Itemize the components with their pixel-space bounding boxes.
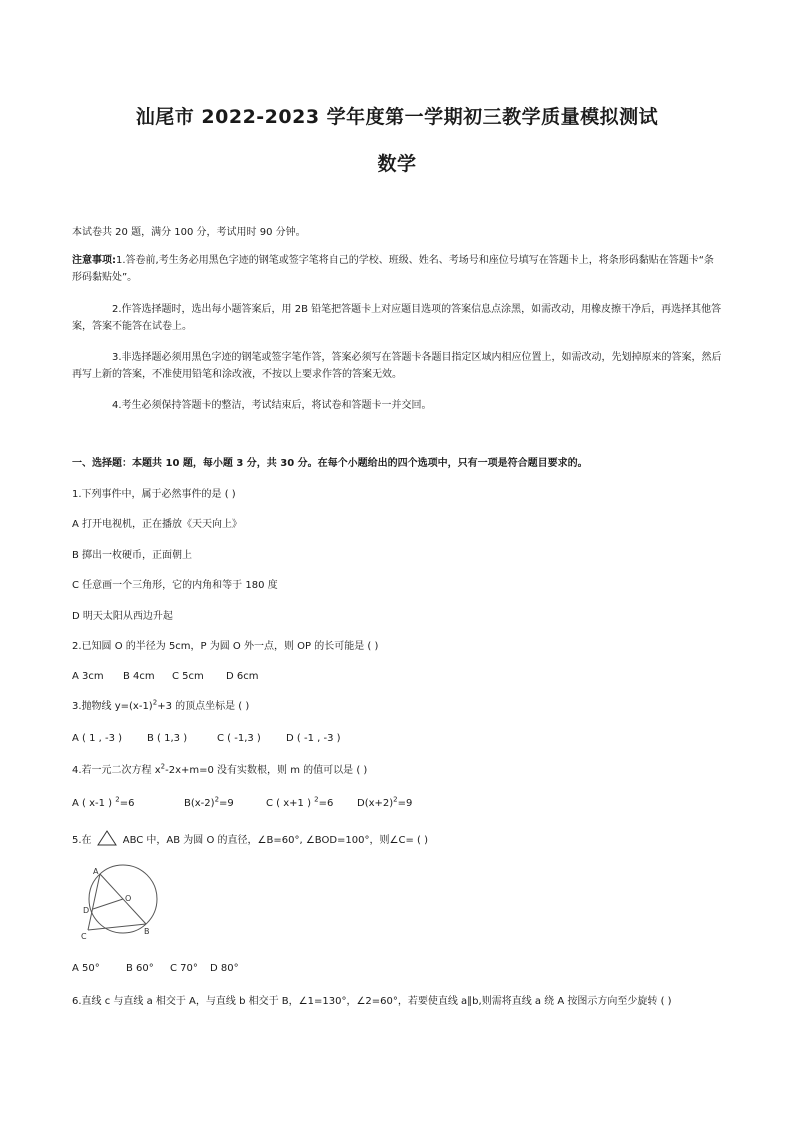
q5-option-d: D 80° [210,963,239,974]
q4-a-pre: A ( x-1 ) [72,798,116,809]
q2-option-a: A 3cm [72,671,104,682]
q2-option-b: B 4cm [123,671,155,682]
q1-option-a: A 打开电视机，正在播放《天天向上》 [72,519,243,530]
question-1: 1.下列事件中，属于必然事件的是 ( ) [72,489,236,500]
q3-option-b: B ( 1,3 ) [147,733,188,744]
q4-option-c [266,795,334,809]
note-3: 3.非选择题必须用黑色字迹的钢笔或签字笔作答，答案必须写在答题卡各题目指定区域内相应位置上，如需改动，先划掉原来的答案，然后 [112,352,722,363]
question-6: 6.直线 c 与直线 a 相交于 A，与直线 b 相交于 B，∠1=130°，∠2=60°，若要使直线 a∥b,则需将直线 a 绕 A 按图示方向至少旋转 ( ) [72,996,672,1007]
q4-stem-post: -2x+m=0 没有实数根，则 m 的值可以是 ( ) [165,765,368,776]
q3-option-a: A ( 1 , -3 ) [72,733,123,744]
q4-a-post: =6 [119,798,135,809]
q3-exponent: 2 [152,698,158,707]
notes-line-1 [72,253,714,269]
note-3-cont: 再写上新的答案，不准使用铅笔和涂改液，不按以上要求作答的答案无效。 [72,369,402,380]
q5-option-b: B 60° [126,963,154,974]
q1-option-c: C 任意画一个三角形，它的内角和等于 180 度 [72,580,278,591]
q4-b-post: =9 [219,798,234,809]
question-5 [72,830,428,849]
q4-b-pre: B(x-2) [184,798,215,809]
exam-title: 汕尾市 2022-2023 学年度第一学期初三教学质量模拟测试 [135,106,659,128]
q4-d-exp: 2 [393,795,398,804]
q3-stem-pre: 3.抛物线 y=(x-1) [72,701,153,712]
label-d: D [83,906,90,915]
q4-c-post: =6 [318,798,334,809]
q4-option-a [72,795,135,809]
q3-option-d: D ( -1 , -3 ) [286,733,341,744]
q3-stem-post: +3 的顶点坐标是 ( ) [157,701,250,712]
question-2: 2.已知圆 O 的半径为 5cm，P 为圆 O 外一点，则 OP 的长可能是 ( ) [72,641,379,652]
subject-title: 数学 [377,153,417,175]
note-4: 4.考生必须保持答题卡的整洁，考试结束后，将试卷和答题卡一并交回。 [112,400,432,411]
question-4 [72,763,367,779]
q4-d-pre: D(x+2) [357,798,394,809]
q4-d-post: =9 [397,798,413,809]
q4-c-pre: C ( x+1 ) [266,798,315,809]
q4-stem-pre: 4.若一元二次方程 x [72,765,161,776]
q4-c-exp: 2 [314,795,319,804]
q4-a-exp: 2 [115,795,120,804]
label-o: O [125,894,132,903]
q5-stem-post: ABC 中，AB 为圆 O 的直径，∠B=60°, ∠BOD=100°，则∠C= ( ) [122,835,428,846]
note-1-cont: 形码黏贴处”。 [72,272,138,283]
note-2-cont: 案，答案不能答在试卷上。 [72,321,192,332]
notes-label: 注意事项: [72,255,116,266]
q2-option-c: C 5cm [172,671,204,682]
q1-option-d: D 明天太阳从西边升起 [72,611,173,622]
q4-option-d [357,795,413,809]
note-2: 2.作答选择题时，选出每小题答案后，用 2B 铅笔把答题卡上对应题目选项的答案信息点涂黑，如需改动，用橡皮擦干净后，再选择其他答 [112,304,722,315]
triangle-icon [97,830,117,846]
label-b: B [144,927,150,936]
q5-option-a: A 50° [72,963,100,974]
section-heading: 一、选择题：本题共 10 题，每小题 3 分，共 30 分。在每个小题给出的四个选项中，只有一项是符合题目要求的。 [72,458,588,469]
q1-option-b: B 掷出一枚硬币，正面朝上 [72,550,193,561]
question-3 [72,699,249,715]
q4-exponent: 2 [160,762,166,771]
q5-circle-figure [78,862,162,942]
q3-option-c: C ( -1,3 ) [217,733,261,744]
label-a: A [93,867,99,876]
q5-stem-pre: 5.在 [72,835,92,846]
q4-option-b [184,795,234,809]
q4-b-exp: 2 [214,795,220,804]
exam-intro: 本试卷共 20 题，满分 100 分，考试用时 90 分钟。 [72,227,306,238]
label-c: C [81,932,87,941]
q5-option-c: C 70° [170,963,198,974]
note-1: 1.答卷前,考生务必用黑色字迹的钢笔或签字笔将自己的学校、班级、姓名、考场号和座位号填写在答题卡上，将条形码黏贴在答题卡“条 [116,255,714,266]
q2-option-d: D 6cm [226,671,259,682]
